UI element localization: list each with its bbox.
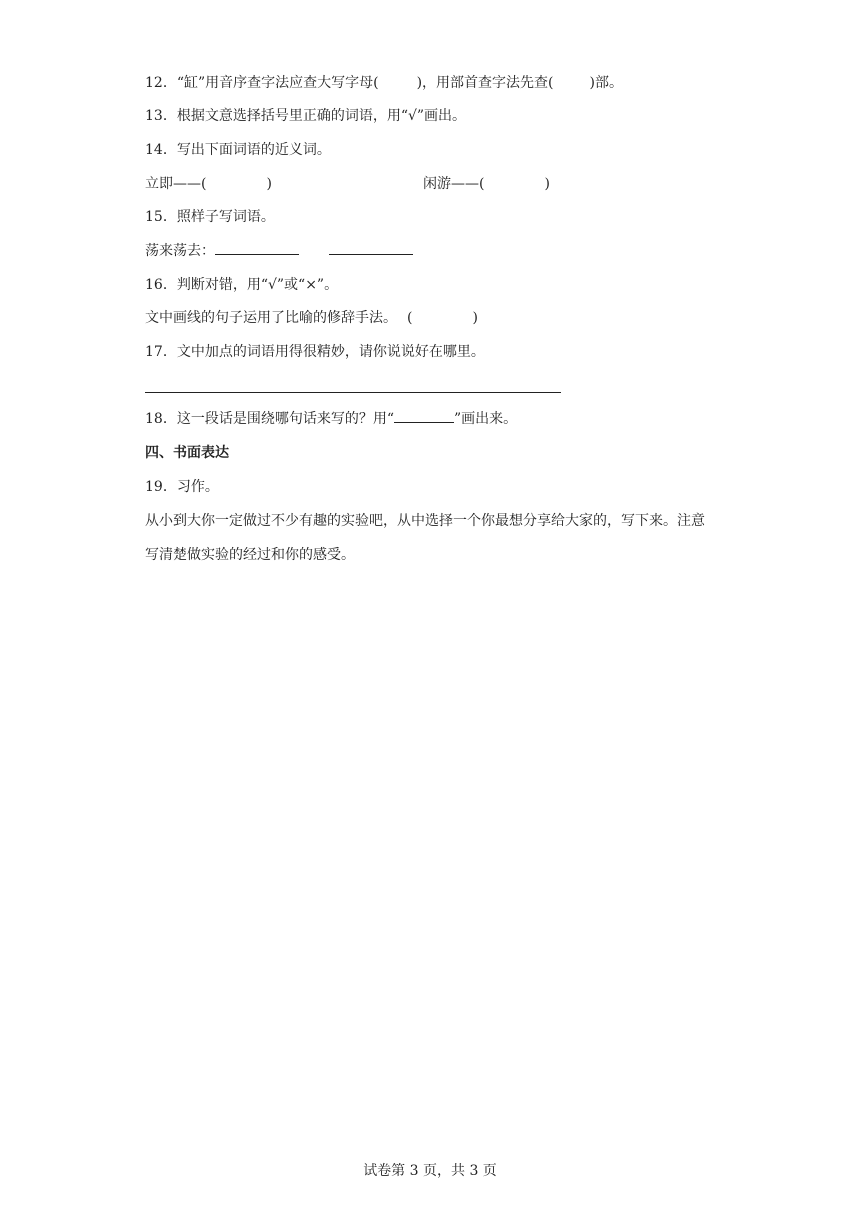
- q15-example: [145, 241, 413, 261]
- section-heading-4: 四、书面表达: [145, 445, 229, 461]
- q14-right: [423, 174, 550, 194]
- q16-statement: [145, 308, 478, 328]
- question-15: 15．照样子写词语。: [145, 209, 275, 225]
- q14-left-label: 立即——(: [145, 176, 207, 192]
- q15-answer-line-2[interactable]: [329, 242, 413, 255]
- q15-answer-line-1[interactable]: [215, 242, 299, 255]
- q18-text-b: ”画出来。: [453, 411, 518, 427]
- question-13: 13．根据文意选择括号里正确的词语，用“√”画出。: [145, 108, 467, 124]
- q14-left-close: ): [266, 176, 272, 192]
- question-14: 14．写出下面词语的近义词。: [145, 142, 331, 158]
- question-12: [145, 73, 623, 93]
- q16-close: ): [472, 310, 478, 326]
- q17-answer-line[interactable]: [145, 392, 561, 393]
- q16-statement-text: 文中画线的句子运用了比喻的修辞手法。: [145, 310, 397, 326]
- q12-text-a: 12．“缸”用音序查字法应查大写字母(: [145, 75, 379, 91]
- question-19: 19．习作。: [145, 479, 219, 495]
- q12-text-c: )部。: [589, 75, 623, 91]
- q16-open: (: [407, 310, 413, 326]
- q18-text-a: 18．这一段话是围绕哪句话来写的？用“: [145, 411, 394, 427]
- q12-text-b: )，用部首查字法先查(: [416, 75, 554, 91]
- question-18: [145, 409, 517, 429]
- question-16: 16．判断对错，用“√”或“×”。: [145, 277, 339, 293]
- q14-items: [145, 174, 705, 194]
- q14-right-close: ): [544, 176, 550, 192]
- question-17: 17．文中加点的词语用得很精妙，请你说说好在哪里。: [145, 344, 485, 360]
- q19-prompt: 从小到大你一定做过不少有趣的实验吧，从中选择一个你最想分享给大家的，写下来。注意写清楚做实验的经过和你的感受。: [145, 513, 705, 563]
- page-footer: 试卷第 3 页，共 3 页: [363, 1163, 497, 1179]
- q18-underline-sample: [394, 410, 454, 423]
- q15-example-word: 荡来荡去：: [145, 243, 215, 259]
- q14-right-label: 闲游——(: [423, 176, 485, 192]
